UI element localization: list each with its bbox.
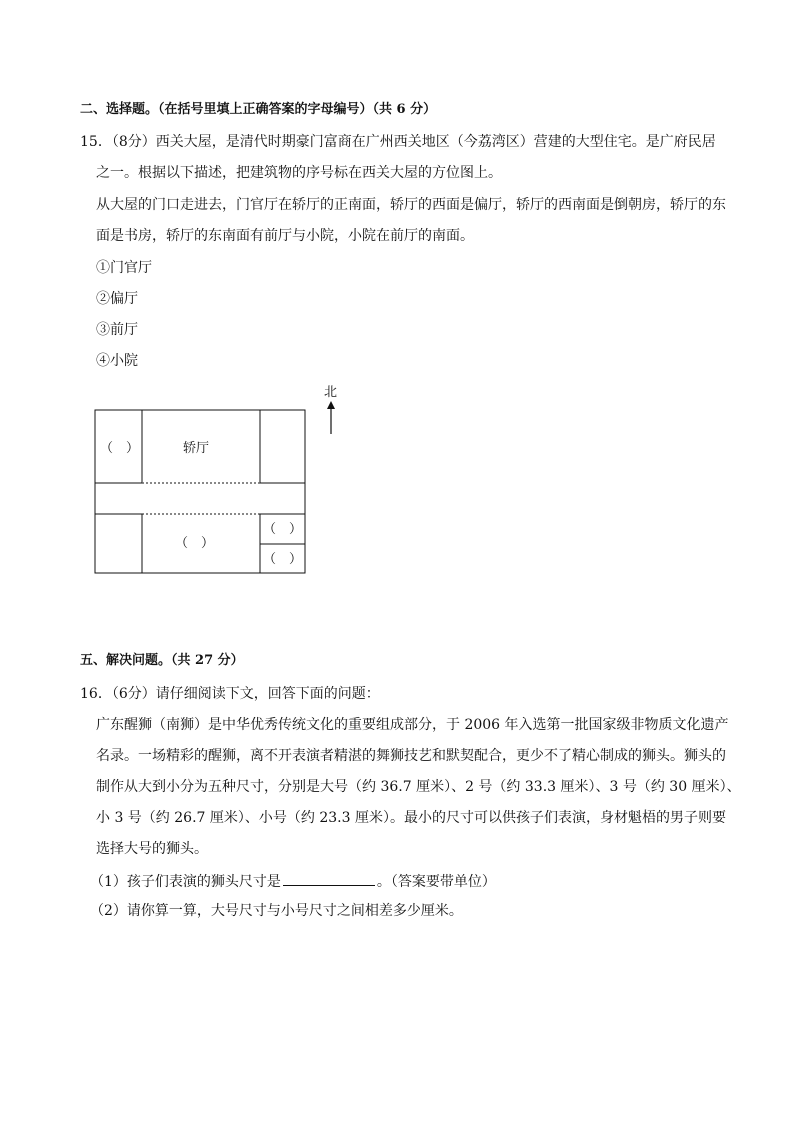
q15-option-1: ①门官厅 [96, 260, 152, 276]
blank-south-room: （ ） [175, 536, 215, 551]
q15-option-3: ③前厅 [96, 322, 138, 338]
q16-para-line-2: 名录。一场精彩的醒狮，离不开表演者精湛的舞狮技艺和默契配合，更少不了精心制成的狮头。狮头的 [96, 748, 726, 764]
q15-text-line-4: 面是书房，轿厅的东南面有前厅与小院，小院在前厅的南面。 [96, 228, 474, 244]
blank-southeast-lower: （ ） [263, 552, 303, 567]
q15-option-2: ②偏厅 [96, 291, 138, 307]
q16-sub1-prefix: （1）孩子们表演的狮头尺寸是 [90, 874, 281, 890]
q15-text-line-3: 从大屋的门口走进去，门官厅在轿厅的正南面，轿厅的西面是偏厅，轿厅的西南面是倒朝房，轿厅的东 [96, 197, 726, 213]
q15-text-line-2: 之一。根据以下描述，把建筑物的序号标在西关大屋的方位图上。 [96, 165, 502, 181]
house-layout-diagram [90, 380, 350, 580]
section-2-heading: 二、选择题。（在括号里填上正确答案的字母编号）（共 6 分） [80, 102, 437, 117]
q15-option-4: ④小院 [96, 353, 138, 369]
q16-intro: 16．（6分）请仔细阅读下文，回答下面的问题： [80, 686, 380, 702]
answer-blank[interactable] [283, 871, 375, 886]
q16-sub-question-2: （2）请你算一算，大号尺寸与小号尺寸之间相差多少厘米。 [90, 903, 463, 919]
q16-sub1-suffix: 。（答案要带单位） [376, 874, 496, 890]
blank-west-room: （ ） [100, 441, 140, 456]
q16-para-line-3: 制作从大到小分为五种尺寸，分别是大号（约 36.7 厘米）、2 号（约 33.3 厘米）、3 号（约 30 厘米）、 [96, 779, 741, 795]
q16-sub-question-1 [90, 871, 496, 891]
q16-para-line-1: 广东醒狮（南狮）是中华优秀传统文化的重要组成部分，于 2006 年入选第一批国家级非物质文化遗产 [96, 717, 729, 733]
blank-southeast-upper: （ ） [263, 522, 303, 537]
room-southwest [95, 514, 142, 573]
q15-text-line-1: 15．（8分）西关大屋，是清代时期豪门富商在广州西关地区（今荔湾区）营建的大型住宅。是广府民居 [80, 134, 716, 150]
room-east [260, 410, 305, 483]
section-5-heading: 五、解决问题。（共 27 分） [80, 653, 244, 668]
sedan-hall-label: 轿厅 [183, 441, 210, 456]
q16-para-line-5: 选择大号的狮头。 [96, 841, 208, 857]
north-label: 北 [324, 385, 338, 400]
q16-para-line-4: 小 3 号（约 26.7 厘米）、小号（约 23.3 厘米）。最小的尺寸可以供孩子们表演，身材魁梧的男子则要 [96, 810, 726, 826]
north-arrow-icon [327, 401, 335, 409]
